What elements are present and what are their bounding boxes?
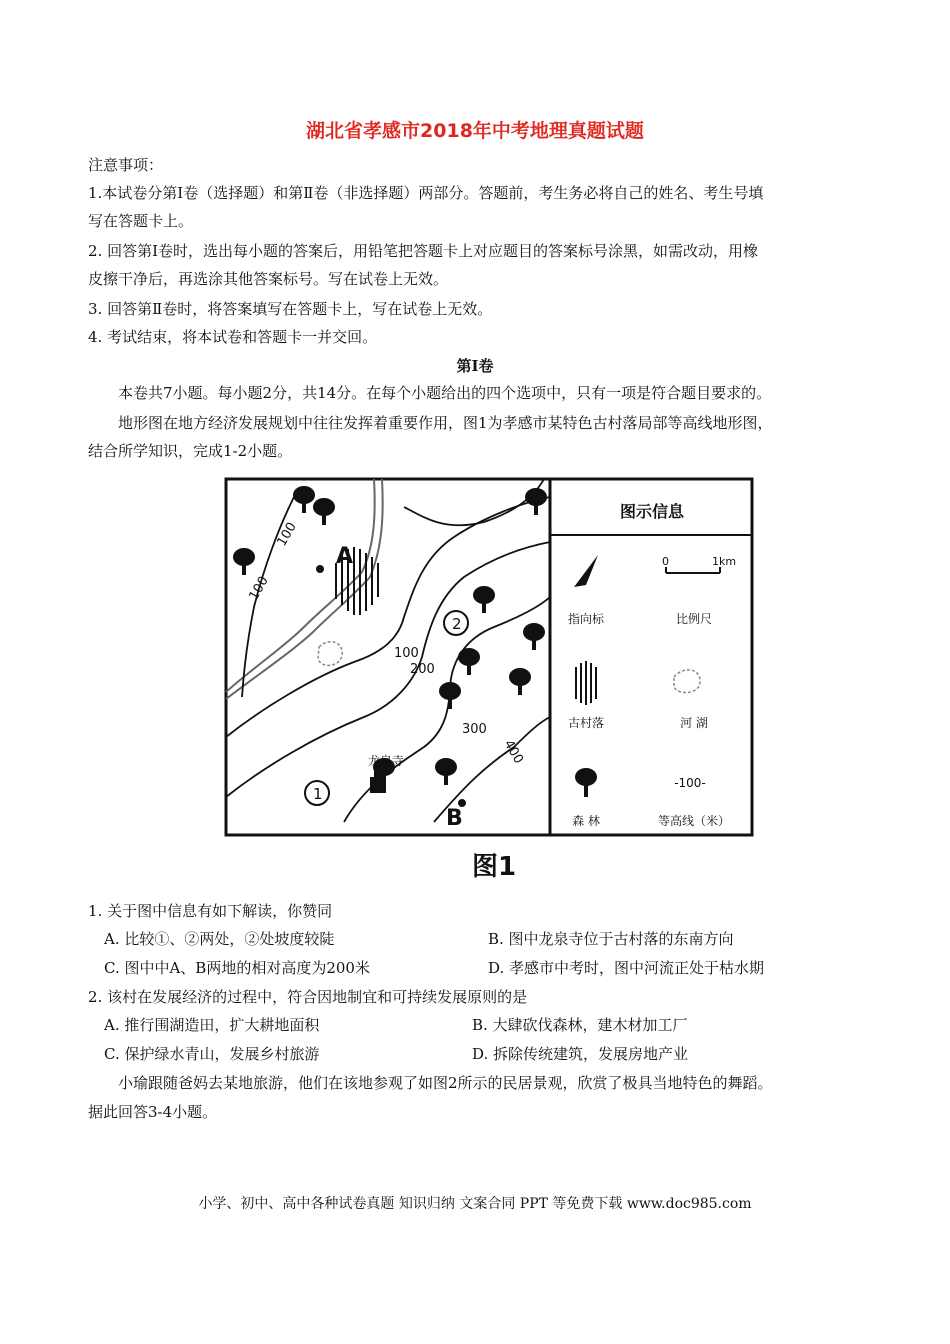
temple-label: 龙泉寺 [368,754,405,768]
passage-text: 结合所学知识，完成1-2小题。 [88,442,293,460]
forest-legend-icon [575,768,597,797]
label-one: 1 [313,785,323,803]
notice-item: 皮擦干净后，再选涂其他答案标号。写在试卷上无效。 [88,270,449,288]
option: D. 拆除传统建筑，发展房地产业 [472,1045,689,1063]
notice-item: 写在答题卡上。 [88,212,194,230]
question-stem: 1. 关于图中信息有如下解读，你赞同 [88,902,333,920]
point-a-dot [316,565,324,573]
passage-text: 据此回答3-4小题。 [88,1103,218,1121]
option: B. 大肆砍伐森林，建木材加工厂 [472,1016,688,1034]
old-village-legend-icon [576,661,596,705]
notice-item: 3. 回答第Ⅱ卷时，将答案填写在答题卡上，写在试卷上无效。 [88,300,493,318]
section-title: 第Ⅰ卷 [456,357,494,375]
map-frame [226,479,752,835]
notice-item: 1.本试卷分第Ⅰ卷（选择题）和第Ⅱ卷（非选择题）两部分。答题前，考生务必将自己的姓名、考生号填 [88,184,764,202]
contour-label-400: 400 [500,737,526,767]
legend-label: 河 湖 [680,716,708,730]
notice-item: 2. 回答第Ⅰ卷时，选出每小题的答案后，用铅笔把答题卡上对应题目的答案标号涂黑，如需改动，用橡 [88,242,759,260]
contour-label-100: 100 [246,573,272,603]
option: D. 孝感市中考时，图中河流正处于枯水期 [488,959,765,977]
north-arrow-icon [574,555,598,587]
legend-label: 森 林 [572,814,600,828]
legend-label: 指向标 [567,612,605,626]
lake-legend-icon [674,670,700,693]
option: A. 推行围湖造田，扩大耕地面积 [104,1016,320,1034]
option: C. 保护绿水青山，发展乡村旅游 [104,1045,320,1063]
contour-label-200: 200 [410,662,435,677]
scale-start: 0 [662,555,669,568]
question-stem: 2. 该村在发展经济的过程中，符合因地制宜和可持续发展原则的是 [88,988,528,1006]
contour-label-100: 100 [394,646,419,661]
passage-text: 小瑜跟随爸妈去某地旅游，他们在该地参观了如图2所示的民居景观，欣赏了极具当地特色的舞蹈。 [118,1074,773,1092]
option: B. 图中龙泉寺位于古村落的东南方向 [488,930,734,948]
legend-title: 图示信息 [619,502,685,521]
option: C. 图中中A、B两地的相对高度为200米 [104,959,370,977]
legend-label: 比例尺 [675,612,713,626]
passage-text: 地形图在地方经济发展规划中往往发挥着重要作用，图1为孝感市某特色古村落局部等高线地形图， [118,414,773,432]
label-a: A [336,544,354,569]
legend-label: 等高线（米） [657,814,731,828]
label-two: 2 [452,615,462,633]
figure-caption: 图1 [471,852,517,882]
option: A. 比较①、②两处，②处坡度较陡 [104,930,335,948]
contour-label-100: 100 [274,519,300,549]
notice-item: 4. 考试结束，将本试卷和答题卡一并交回。 [88,328,378,346]
legend-label: 古村落 [567,716,605,730]
page-title: 湖北省孝感市2018年中考地理真题试题 [306,120,644,142]
lake [318,642,342,666]
section-intro: 本卷共7小题。每小题2分，共14分。在每个小题给出的四个选项中，只有一项是符合题目要求的。 [118,384,772,402]
contour-map-figure [224,477,754,887]
scale-end: 1km [712,555,737,568]
page-footer: 小学、初中、高中各种试卷真题 知识归纳 文案合同 PPT 等免费下载 www.doc985.com [198,1196,752,1212]
contour-legend-sample: -100- [674,776,706,790]
label-b: B [446,806,463,831]
notice-heading: 注意事项： [88,156,164,174]
contour-label-300: 300 [462,722,487,737]
